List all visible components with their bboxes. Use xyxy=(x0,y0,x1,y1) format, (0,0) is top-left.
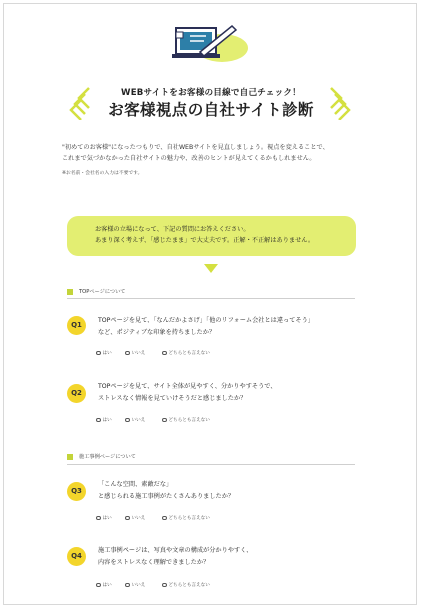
answer-options xyxy=(96,582,210,588)
question-text xyxy=(98,479,234,503)
radio-icon[interactable] xyxy=(96,583,101,588)
answer-options xyxy=(96,350,210,356)
radio-icon[interactable] xyxy=(96,418,101,423)
section-marker-icon xyxy=(67,454,73,460)
question-line: TOPページを見て、「なんだかよさげ」「他のリフォーム会社とは違ってそう」 xyxy=(98,317,314,324)
radio-icon[interactable] xyxy=(96,351,101,356)
option-no[interactable]: いいえ xyxy=(125,515,162,521)
section-divider xyxy=(67,298,355,299)
down-arrow-icon xyxy=(204,264,218,273)
question-line: 「こんな空間、素敵だな」 xyxy=(98,481,173,488)
answer-options xyxy=(96,515,210,521)
question-badge: Q3 xyxy=(67,482,86,501)
intro-line: "初めてのお客様"になったつもりで、自社WEBサイトを見直しましょう。視点を変えることで、 xyxy=(62,144,329,151)
question-line: 施工事例ページは、写真や文章の構成が分かりやすく、 xyxy=(98,547,253,554)
option-yes[interactable]: はい xyxy=(96,417,125,423)
note-text: ※お名前・会社名の入力は不要です。 xyxy=(62,171,143,176)
option-no[interactable]: いいえ xyxy=(125,350,162,356)
question-line: 内容をストレスなく理解できましたか？ xyxy=(98,559,210,566)
intro-line: これまで気づかなかった自社サイトの魅力や、改善のヒントが見えてくるかもしれません。 xyxy=(62,155,316,162)
callout-line: あまり深く考えず、「感じたまま」で大丈夫です。正解・不正解はありません。 xyxy=(95,237,315,244)
radio-icon[interactable] xyxy=(125,516,130,521)
radio-icon[interactable] xyxy=(125,418,130,423)
callout-line: お客様の立場になって、下記の質問にお答えください。 xyxy=(95,226,250,233)
option-no[interactable]: いいえ xyxy=(125,417,162,423)
section-heading-top xyxy=(67,288,126,295)
question-line: ストレスなく情報を見ていけそうだと感じましたか？ xyxy=(98,395,247,402)
instruction-callout xyxy=(67,216,356,256)
option-neutral[interactable]: どちらとも言えない xyxy=(162,350,210,356)
question-badge: Q4 xyxy=(67,547,86,566)
radio-icon[interactable] xyxy=(162,351,167,356)
radio-icon[interactable] xyxy=(125,583,130,588)
question-badge: Q2 xyxy=(67,384,86,403)
radio-icon[interactable] xyxy=(162,418,167,423)
radio-icon[interactable] xyxy=(125,351,130,356)
page-title: お客様視点の自社サイト診断 xyxy=(108,101,314,119)
question-line: と感じられる施工事例がたくさんありましたか？ xyxy=(98,493,235,500)
section-heading-cases xyxy=(67,453,136,460)
option-neutral[interactable]: どちらとも言えない xyxy=(162,582,210,588)
section-title: TOPページについて xyxy=(79,289,126,295)
question-line: TOPページを見て、サイト全体が見やすく、分かりやすそうで、 xyxy=(98,383,277,390)
option-yes[interactable]: はい xyxy=(96,515,125,521)
option-neutral[interactable]: どちらとも言えない xyxy=(162,515,210,521)
kicker-text: WEBサイトをお客様の目線で自己チェック！ xyxy=(121,88,301,98)
question-text xyxy=(98,315,314,339)
radio-icon[interactable] xyxy=(162,516,167,521)
question-badge: Q1 xyxy=(67,316,86,335)
section-marker-icon xyxy=(67,289,73,295)
option-yes[interactable]: はい xyxy=(96,582,125,588)
option-neutral[interactable]: どちらとも言えない xyxy=(162,417,210,423)
section-divider xyxy=(67,464,355,465)
intro-paragraph xyxy=(62,142,374,164)
question-text xyxy=(98,381,277,405)
answer-options xyxy=(96,417,210,423)
radio-icon[interactable] xyxy=(162,583,167,588)
radio-icon[interactable] xyxy=(96,516,101,521)
laptop-pencil-illustration xyxy=(170,22,250,68)
option-no[interactable]: いいえ xyxy=(125,582,162,588)
question-text xyxy=(98,545,252,569)
section-title: 施工事例ページについて xyxy=(79,454,136,460)
question-line: など、ポジティブな印象を持ちましたか？ xyxy=(98,329,216,336)
option-yes[interactable]: はい xyxy=(96,350,125,356)
